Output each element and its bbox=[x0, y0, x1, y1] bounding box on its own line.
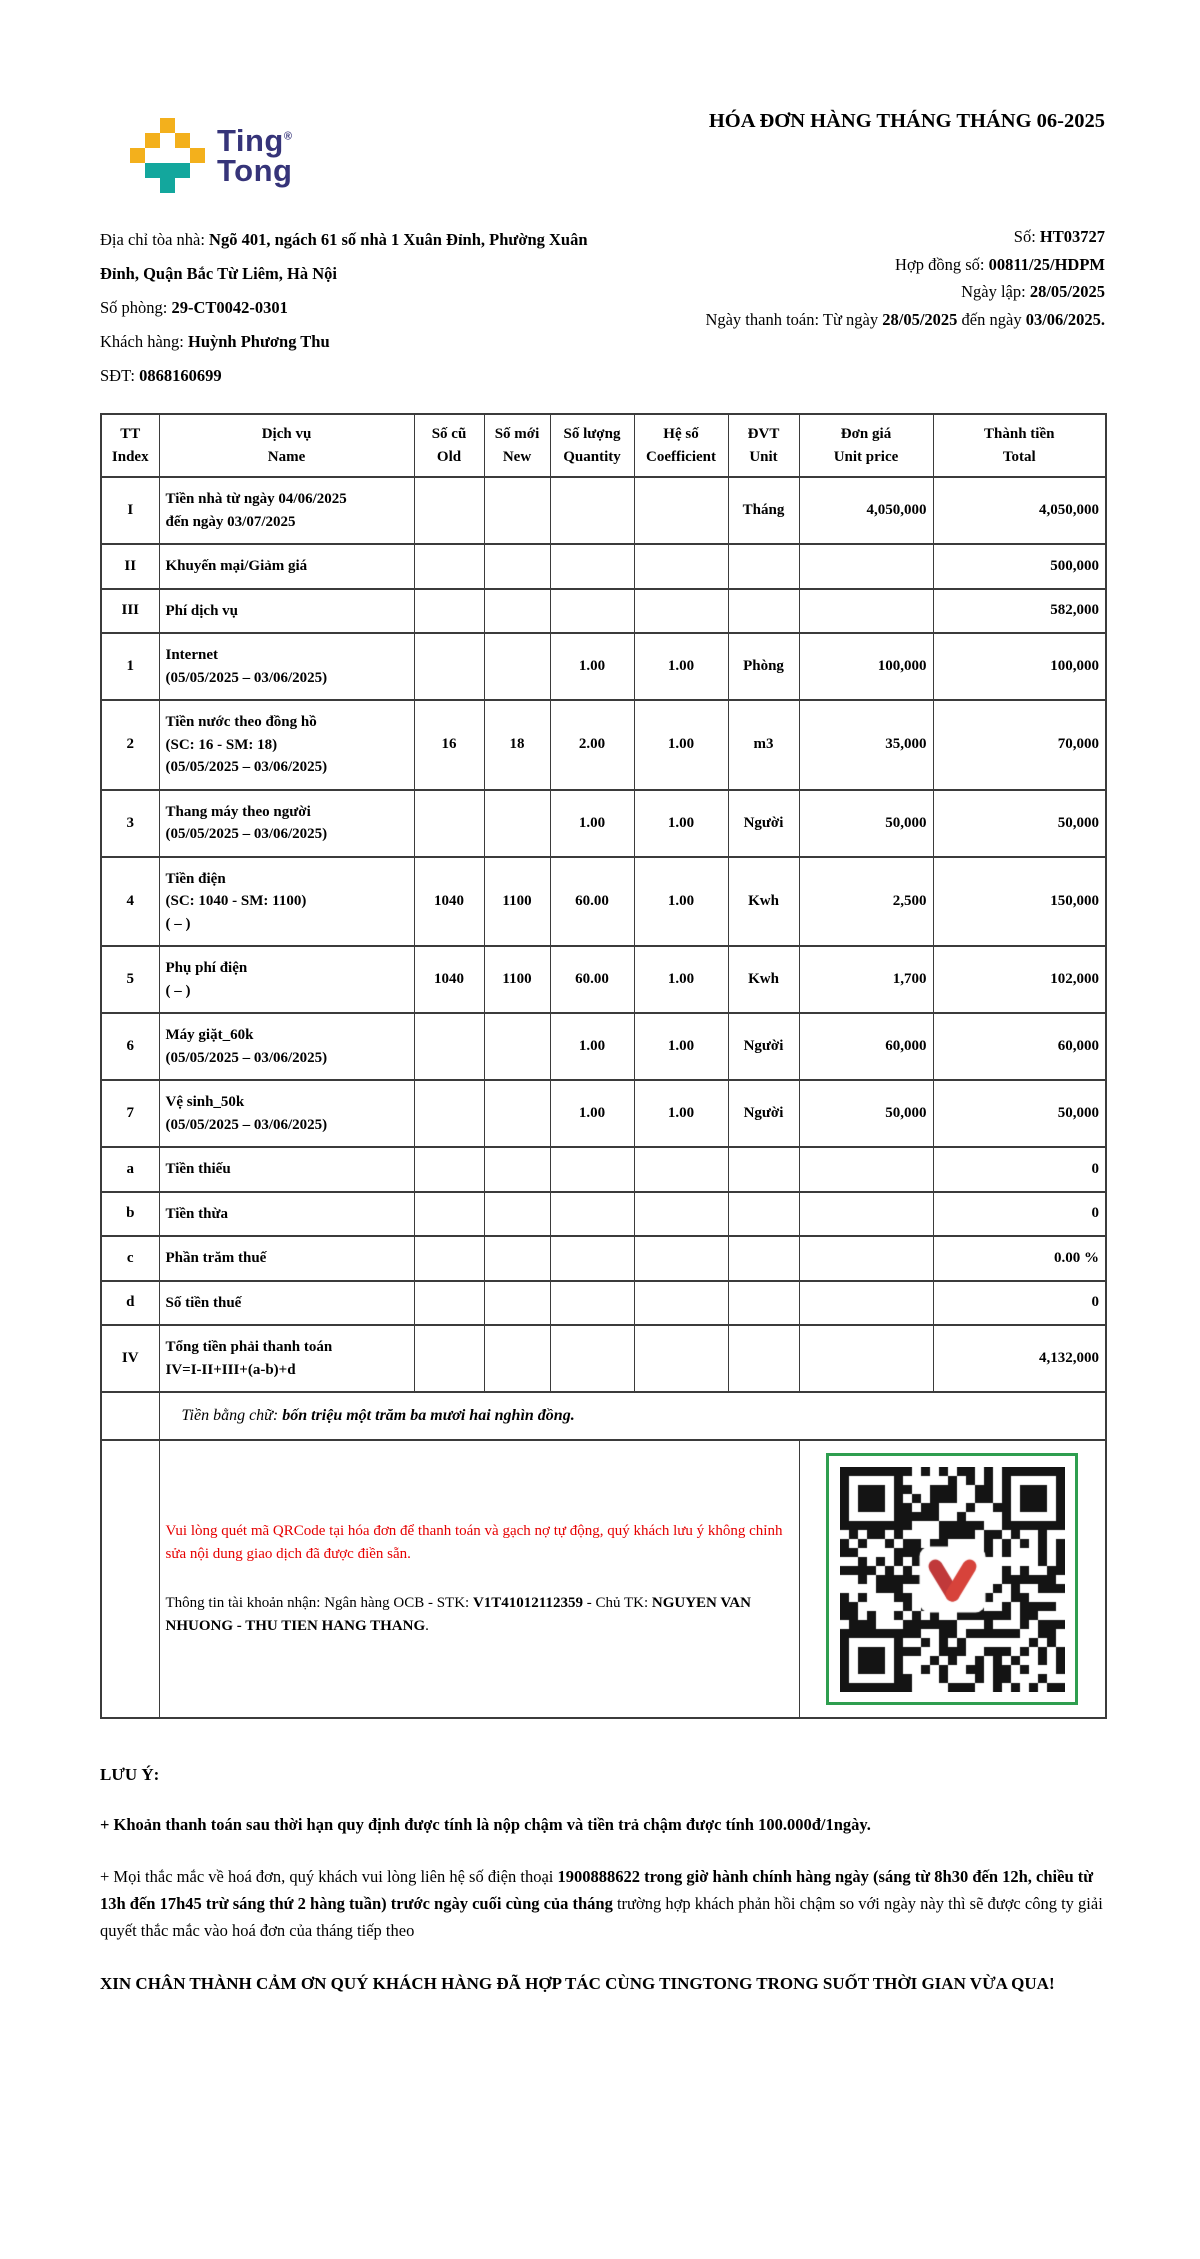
cell-price: 2,500 bbox=[799, 857, 933, 947]
text-segment: Ngày lập: bbox=[961, 282, 1030, 301]
cell-qty bbox=[550, 1192, 634, 1237]
cell-unit: Kwh bbox=[728, 946, 799, 1013]
cell-total: 50,000 bbox=[933, 790, 1106, 857]
header-label: Quantity bbox=[563, 448, 621, 465]
cell-total: 0 bbox=[933, 1147, 1106, 1192]
header bbox=[100, 110, 1105, 193]
cell-new bbox=[484, 633, 550, 700]
text-segment: 03/06/2025. bbox=[1025, 309, 1105, 329]
cell-name bbox=[159, 1236, 414, 1281]
cell-price: 1,700 bbox=[799, 946, 933, 1013]
service-name-line: Máy giặt_60k bbox=[165, 1027, 254, 1043]
footer-notes bbox=[100, 1765, 1105, 1997]
logo-pixel bbox=[145, 163, 160, 178]
cell-index: 2 bbox=[101, 700, 159, 790]
table-row bbox=[101, 1281, 1106, 1326]
cell-old bbox=[414, 589, 484, 634]
service-name-line: ( – ) bbox=[165, 982, 191, 999]
cell-unit bbox=[728, 1236, 799, 1281]
brand-line2: Tong bbox=[217, 152, 293, 188]
cell-index: 5 bbox=[101, 946, 159, 1013]
cell-new bbox=[484, 1147, 550, 1192]
room-number bbox=[100, 291, 588, 325]
logo-pixel bbox=[130, 118, 145, 133]
cell-unit bbox=[728, 1147, 799, 1192]
logo-pixel bbox=[175, 148, 190, 163]
empty-cell bbox=[101, 1392, 159, 1440]
cell-old: 16 bbox=[414, 700, 484, 790]
text-segment: - Chủ TK: bbox=[582, 1595, 652, 1611]
cell-total: 4,050,000 bbox=[933, 477, 1106, 544]
registered-mark: ® bbox=[283, 130, 293, 143]
cell-qty: 1.00 bbox=[550, 1080, 634, 1147]
cell-index: c bbox=[101, 1236, 159, 1281]
cell-coef bbox=[634, 1147, 728, 1192]
text-segment: 29-CT0042-0301 bbox=[171, 298, 288, 317]
logo-pixel bbox=[160, 163, 175, 178]
table-row bbox=[101, 589, 1106, 634]
cell-qty bbox=[550, 1236, 634, 1281]
table-header-cell bbox=[634, 414, 728, 477]
cell-name bbox=[159, 1147, 414, 1192]
cell-coef: 1.00 bbox=[634, 1080, 728, 1147]
cell-coef: 1.00 bbox=[634, 633, 728, 700]
logo-pixel bbox=[145, 178, 160, 193]
text-segment: Hợp đồng số: bbox=[895, 254, 989, 274]
header-label: ĐVT bbox=[747, 426, 780, 442]
cell-unit bbox=[728, 1281, 799, 1326]
cell-old bbox=[414, 1147, 484, 1192]
customer-name bbox=[100, 325, 588, 359]
cell-index: 1 bbox=[101, 633, 159, 700]
header-label: Dịch vụ bbox=[261, 426, 312, 442]
table-row bbox=[101, 790, 1106, 857]
header-label: TT bbox=[120, 426, 141, 442]
cell-price: 35,000 bbox=[799, 700, 933, 790]
cell-name bbox=[159, 1013, 414, 1080]
empty-cell bbox=[101, 1440, 159, 1718]
table-row bbox=[101, 544, 1106, 589]
header-label: New bbox=[502, 448, 532, 465]
table-header-cell bbox=[933, 414, 1106, 477]
cell-qty bbox=[550, 1147, 634, 1192]
table-row bbox=[101, 633, 1106, 700]
cell-total: 60,000 bbox=[933, 1013, 1106, 1080]
service-name-line: (05/05/2025 – 03/06/2025) bbox=[165, 1116, 328, 1133]
service-name-line: Tiền nhà từ ngày 04/06/2025 bbox=[165, 491, 347, 507]
table-row bbox=[101, 1080, 1106, 1147]
cell-price: 100,000 bbox=[799, 633, 933, 700]
cell-index: III bbox=[101, 589, 159, 634]
cell-index: IV bbox=[101, 1325, 159, 1392]
cell-total: 4,132,000 bbox=[933, 1325, 1106, 1392]
table-row bbox=[101, 1325, 1106, 1392]
text-segment: Tiền bằng chữ: bbox=[181, 1407, 283, 1424]
cell-total: 0.00 % bbox=[933, 1236, 1106, 1281]
cell-name bbox=[159, 1281, 414, 1326]
header-label: Name bbox=[267, 448, 306, 465]
qr-frame bbox=[826, 1453, 1078, 1705]
cell-new bbox=[484, 544, 550, 589]
header-row bbox=[101, 414, 1106, 477]
text-segment: 1900888622 trong giờ hành chính hàng ngày (sáng từ 8h30 đến 12h, chiều từ 13h đến 17h45 trừ sáng thứ 2 hàng tuần) bbox=[100, 1867, 1094, 1913]
logo-pixel bbox=[130, 163, 145, 178]
building-address bbox=[100, 223, 588, 291]
qr-scan-note: Vui lòng quét mã QRCode tại hóa đơn để thanh toán và gạch nợ tự động, quý khách lưu ý không chỉnh sửa nội dung giao dịch đã được điền sẵn. bbox=[165, 1522, 783, 1562]
service-name-line: (05/05/2025 – 03/06/2025) bbox=[165, 826, 328, 842]
service-name-line: Internet bbox=[165, 647, 218, 663]
table-header-cell bbox=[799, 414, 933, 477]
cell-old: 1040 bbox=[414, 857, 484, 947]
cell-unit: m3 bbox=[728, 700, 799, 790]
text-segment: bốn triệu một trăm ba mươi hai nghìn đồng. bbox=[282, 1407, 575, 1424]
cell-name bbox=[159, 1192, 414, 1237]
logo-pixel bbox=[175, 133, 190, 148]
table-header-row bbox=[101, 414, 1106, 477]
cell-name bbox=[159, 544, 414, 589]
text-segment: 00811/25/HDPM bbox=[988, 254, 1105, 274]
cell-price: 60,000 bbox=[799, 1013, 933, 1080]
cell-price bbox=[799, 589, 933, 634]
cell-price bbox=[799, 1325, 933, 1392]
logo-pixel bbox=[145, 118, 160, 133]
cell-coef: 1.00 bbox=[634, 857, 728, 947]
customer-phone bbox=[100, 359, 588, 393]
table-row bbox=[101, 477, 1106, 544]
logo-pixel bbox=[160, 133, 175, 148]
invoice-title: HÓA ĐƠN HÀNG THÁNG THÁNG 06-2025 bbox=[708, 110, 1105, 132]
cell-qty: 60.00 bbox=[550, 946, 634, 1013]
table-header-cell bbox=[484, 414, 550, 477]
cell-name bbox=[159, 790, 414, 857]
text-segment: trường hợp khách phản hồi chậm so với ngày này thì sẽ được công ty giải quyết thắc mắc vào hoá đơn của tháng tiếp theo bbox=[100, 1894, 1103, 1940]
text-segment: Huỳnh Phương Thu bbox=[187, 332, 330, 351]
cell-total: 500,000 bbox=[933, 544, 1106, 589]
service-name-line: Tiền nước theo đồng hồ bbox=[165, 714, 317, 730]
table-header-cell bbox=[101, 414, 159, 477]
cell-old bbox=[414, 790, 484, 857]
cell-name bbox=[159, 1080, 414, 1147]
service-name-line: (05/05/2025 – 03/06/2025) bbox=[165, 669, 328, 686]
cell-old bbox=[414, 1325, 484, 1392]
service-name-line: ( – ) bbox=[165, 915, 191, 932]
invoice-number bbox=[588, 223, 1105, 251]
cell-coef: 1.00 bbox=[634, 700, 728, 790]
text-segment: Ngày thanh toán: Từ ngày bbox=[705, 309, 883, 329]
info-section bbox=[100, 223, 1105, 393]
text-segment: trước ngày cuối cùng của tháng bbox=[390, 1894, 613, 1913]
table-header-cell bbox=[550, 414, 634, 477]
cell-qty: 1.00 bbox=[550, 633, 634, 700]
thank-you-note: XIN CHÂN THÀNH CẢM ƠN QUÝ KHÁCH HÀNG ĐÃ HỢP TÁC CÙNG TINGTONG TRONG SUỐT THỜI GIAN VỪA QUA! bbox=[100, 1974, 1055, 1993]
text-segment: Số phòng: bbox=[100, 298, 172, 317]
service-name-line: Tiền thiếu bbox=[165, 1161, 231, 1177]
cell-price: 50,000 bbox=[799, 790, 933, 857]
bank-account-info bbox=[166, 1592, 793, 1639]
header-label: Đơn giá bbox=[840, 426, 892, 442]
cell-index: 4 bbox=[101, 857, 159, 947]
cell-coef bbox=[634, 477, 728, 544]
cell-total: 70,000 bbox=[933, 700, 1106, 790]
cell-unit bbox=[728, 1192, 799, 1237]
cell-total: 102,000 bbox=[933, 946, 1106, 1013]
cell-new bbox=[484, 1080, 550, 1147]
logo-pixel bbox=[190, 133, 205, 148]
cell-name bbox=[159, 633, 414, 700]
cell-total: 150,000 bbox=[933, 857, 1106, 947]
cell-index: 3 bbox=[101, 790, 159, 857]
cell-old bbox=[414, 1236, 484, 1281]
text-segment: . bbox=[425, 1618, 429, 1635]
table-body bbox=[101, 477, 1106, 1392]
text-segment: Thông tin tài khoản nhận: Ngân hàng OCB - STK: bbox=[165, 1595, 473, 1611]
cell-old bbox=[414, 1192, 484, 1237]
cell-new bbox=[484, 477, 550, 544]
cell-old bbox=[414, 1281, 484, 1326]
text-segment: + Mọi thắc mắc về hoá đơn, quý khách vui lòng liên hệ số điện thoại bbox=[100, 1867, 558, 1886]
text-segment: Số: bbox=[1013, 227, 1040, 246]
header-label: Old bbox=[436, 448, 462, 465]
header-label: Total bbox=[1002, 448, 1036, 465]
cell-new bbox=[484, 1013, 550, 1080]
logo-pixel bbox=[190, 118, 205, 133]
header-label: Index bbox=[111, 448, 149, 465]
service-name-line: Vệ sinh_50k bbox=[165, 1094, 245, 1110]
cell-qty bbox=[550, 1325, 634, 1392]
logo-pixel bbox=[160, 178, 175, 193]
cell-unit: Phòng bbox=[728, 633, 799, 700]
cell-unit: Người bbox=[728, 1080, 799, 1147]
text-segment: Địa chỉ tòa nhà: bbox=[100, 230, 210, 249]
cell-new: 18 bbox=[484, 700, 550, 790]
qr-row bbox=[101, 1440, 1106, 1718]
cell-old: 1040 bbox=[414, 946, 484, 1013]
logo-pixel bbox=[145, 148, 160, 163]
table-row bbox=[101, 700, 1106, 790]
logo-pixel bbox=[130, 178, 145, 193]
tingtong-pixel-tree-icon bbox=[130, 118, 205, 193]
table-header-cell bbox=[414, 414, 484, 477]
logo-pixel bbox=[190, 163, 205, 178]
cell-qty bbox=[550, 544, 634, 589]
table-header-cell bbox=[728, 414, 799, 477]
cell-price bbox=[799, 1192, 933, 1237]
cell-unit: Kwh bbox=[728, 857, 799, 947]
cell-old bbox=[414, 1080, 484, 1147]
cell-coef bbox=[634, 1192, 728, 1237]
notes-heading: LƯU Ý: bbox=[100, 1765, 160, 1784]
cell-qty: 2.00 bbox=[550, 700, 634, 790]
cell-name bbox=[159, 700, 414, 790]
cell-name bbox=[159, 1325, 414, 1392]
late-payment-note: + Khoản thanh toán sau thời hạn quy định được tính là nộp chậm và tiền trả chậm được tính 100.000đ/1ngày. bbox=[100, 1815, 871, 1834]
text-segment: 28/05/2025 bbox=[882, 309, 958, 329]
service-name-line: Thang máy theo người bbox=[165, 803, 311, 820]
service-name-line: Tiền điện bbox=[165, 870, 226, 887]
table-header-cell bbox=[159, 414, 414, 477]
amount-in-words-row bbox=[101, 1392, 1106, 1440]
cell-price bbox=[799, 1281, 933, 1326]
cell-price: 4,050,000 bbox=[799, 477, 933, 544]
cell-qty: 60.00 bbox=[550, 857, 634, 947]
text-segment: HT03727 bbox=[1039, 227, 1105, 246]
cell-index: I bbox=[101, 477, 159, 544]
text-segment: V1T41012112359 bbox=[472, 1595, 583, 1611]
cell-name bbox=[159, 477, 414, 544]
amount-in-words bbox=[159, 1392, 1106, 1440]
text-segment: 0868160699 bbox=[139, 366, 222, 385]
cell-total: 0 bbox=[933, 1192, 1106, 1237]
service-name-line: Tổng tiền phải thanh toán bbox=[165, 1339, 333, 1355]
cell-coef bbox=[634, 1281, 728, 1326]
service-name-line: (05/05/2025 – 03/06/2025) bbox=[165, 1049, 328, 1066]
table-row bbox=[101, 1192, 1106, 1237]
cell-name bbox=[159, 857, 414, 947]
cell-new bbox=[484, 1325, 550, 1392]
logo-pixel bbox=[160, 148, 175, 163]
cell-total: 582,000 bbox=[933, 589, 1106, 634]
cell-new bbox=[484, 1236, 550, 1281]
invoice-meta bbox=[588, 223, 1105, 393]
text-segment: NGUYEN VAN NHUONG - THU TIEN HANG THANG bbox=[165, 1595, 751, 1635]
header-label: Số lượng bbox=[563, 426, 621, 442]
cell-coef: 1.00 bbox=[634, 1013, 728, 1080]
cell-price bbox=[799, 544, 933, 589]
table-row bbox=[101, 1147, 1106, 1192]
cell-new: 1100 bbox=[484, 857, 550, 947]
cell-unit: Người bbox=[728, 790, 799, 857]
logo-pixel bbox=[130, 133, 145, 148]
logo-pixel bbox=[190, 178, 205, 193]
building-info bbox=[100, 223, 588, 393]
service-name-line: Phụ phí điện bbox=[165, 960, 248, 976]
logo-pixel bbox=[145, 133, 160, 148]
table-row bbox=[101, 1013, 1106, 1080]
cell-index: 6 bbox=[101, 1013, 159, 1080]
text-segment: Khách hàng: bbox=[100, 332, 188, 351]
cell-new bbox=[484, 1192, 550, 1237]
qr-cell bbox=[799, 1440, 1106, 1718]
text-segment: 28/05/2025 bbox=[1029, 282, 1105, 301]
hotline-note bbox=[100, 1863, 1105, 1944]
cell-coef: 1.00 bbox=[634, 946, 728, 1013]
service-name-line: (SC: 16 - SM: 18) bbox=[165, 736, 278, 753]
cell-unit bbox=[728, 1325, 799, 1392]
cell-price: 50,000 bbox=[799, 1080, 933, 1147]
invoice-table bbox=[100, 413, 1107, 1719]
cell-index: 7 bbox=[101, 1080, 159, 1147]
cell-new bbox=[484, 1281, 550, 1326]
cell-old bbox=[414, 544, 484, 589]
cell-name bbox=[159, 589, 414, 634]
header-label: Số cũ bbox=[431, 426, 467, 442]
cell-coef bbox=[634, 544, 728, 589]
cell-index: b bbox=[101, 1192, 159, 1237]
service-name-line: Khuyến mại/Giảm giá bbox=[165, 558, 308, 574]
qr-code bbox=[840, 1467, 1065, 1692]
text-segment: SĐT: bbox=[100, 366, 140, 385]
cell-qty: 1.00 bbox=[550, 1013, 634, 1080]
table-row bbox=[101, 1236, 1106, 1281]
service-name-line: Phí dịch vụ bbox=[165, 602, 239, 619]
logo-pixel bbox=[160, 118, 175, 133]
payment-period bbox=[588, 306, 1105, 334]
service-name-line: IV=I-II+III+(a-b)+d bbox=[165, 1361, 296, 1378]
header-label: Unit price bbox=[833, 448, 899, 465]
cell-unit: Tháng bbox=[728, 477, 799, 544]
cell-price bbox=[799, 1236, 933, 1281]
cell-qty: 1.00 bbox=[550, 790, 634, 857]
service-name-line: Số tiền thuế bbox=[165, 1294, 242, 1311]
service-name-line: (SC: 1040 - SM: 1100) bbox=[165, 893, 307, 909]
header-label: Coefficient bbox=[646, 448, 716, 465]
logo-pixel bbox=[175, 118, 190, 133]
logo-pixel bbox=[190, 148, 205, 163]
cell-index: II bbox=[101, 544, 159, 589]
cell-unit bbox=[728, 544, 799, 589]
cell-index: d bbox=[101, 1281, 159, 1326]
service-name-line: đến ngày 03/07/2025 bbox=[165, 513, 296, 530]
cell-total: 100,000 bbox=[933, 633, 1106, 700]
cell-price bbox=[799, 1147, 933, 1192]
text-segment: Ngõ 401, ngách 61 số nhà 1 Xuân Đỉnh, Phường Xuân Đỉnh, Quận Bắc Từ Liêm, Hà Nội bbox=[100, 230, 588, 283]
header-label: Thành tiền bbox=[984, 426, 1055, 442]
brand-name bbox=[217, 123, 293, 188]
table-row bbox=[101, 857, 1106, 947]
service-name-line: (05/05/2025 – 03/06/2025) bbox=[165, 759, 328, 775]
header-label: Số mới bbox=[494, 426, 540, 442]
header-label: Hệ số bbox=[663, 426, 699, 442]
cell-qty bbox=[550, 1281, 634, 1326]
cell-new bbox=[484, 790, 550, 857]
issue-date bbox=[588, 278, 1105, 306]
cell-old bbox=[414, 1013, 484, 1080]
logo-pixel bbox=[130, 148, 145, 163]
cell-new bbox=[484, 589, 550, 634]
cell-name bbox=[159, 946, 414, 1013]
cell-old bbox=[414, 477, 484, 544]
cell-coef bbox=[634, 589, 728, 634]
logo-pixel bbox=[175, 163, 190, 178]
logo-pixel bbox=[175, 178, 190, 193]
cell-qty bbox=[550, 589, 634, 634]
cell-index: a bbox=[101, 1147, 159, 1192]
contract-number bbox=[588, 251, 1105, 279]
table-row bbox=[101, 946, 1106, 1013]
cell-total: 50,000 bbox=[933, 1080, 1106, 1147]
service-name-line: Tiền thừa bbox=[165, 1205, 228, 1222]
brand-line1: Ting® bbox=[217, 123, 293, 159]
brand-logo bbox=[130, 118, 292, 193]
cell-unit: Người bbox=[728, 1013, 799, 1080]
header-label: Unit bbox=[749, 448, 778, 465]
text-segment: đến ngày bbox=[957, 309, 1026, 329]
cell-new: 1100 bbox=[484, 946, 550, 1013]
service-name-line: Phần trăm thuế bbox=[165, 1250, 267, 1266]
cell-total: 0 bbox=[933, 1281, 1106, 1326]
cell-unit bbox=[728, 589, 799, 634]
cell-coef: 1.00 bbox=[634, 790, 728, 857]
cell-old bbox=[414, 633, 484, 700]
payment-instructions bbox=[159, 1440, 799, 1718]
cell-qty bbox=[550, 477, 634, 544]
cell-coef bbox=[634, 1325, 728, 1392]
cell-coef bbox=[634, 1236, 728, 1281]
